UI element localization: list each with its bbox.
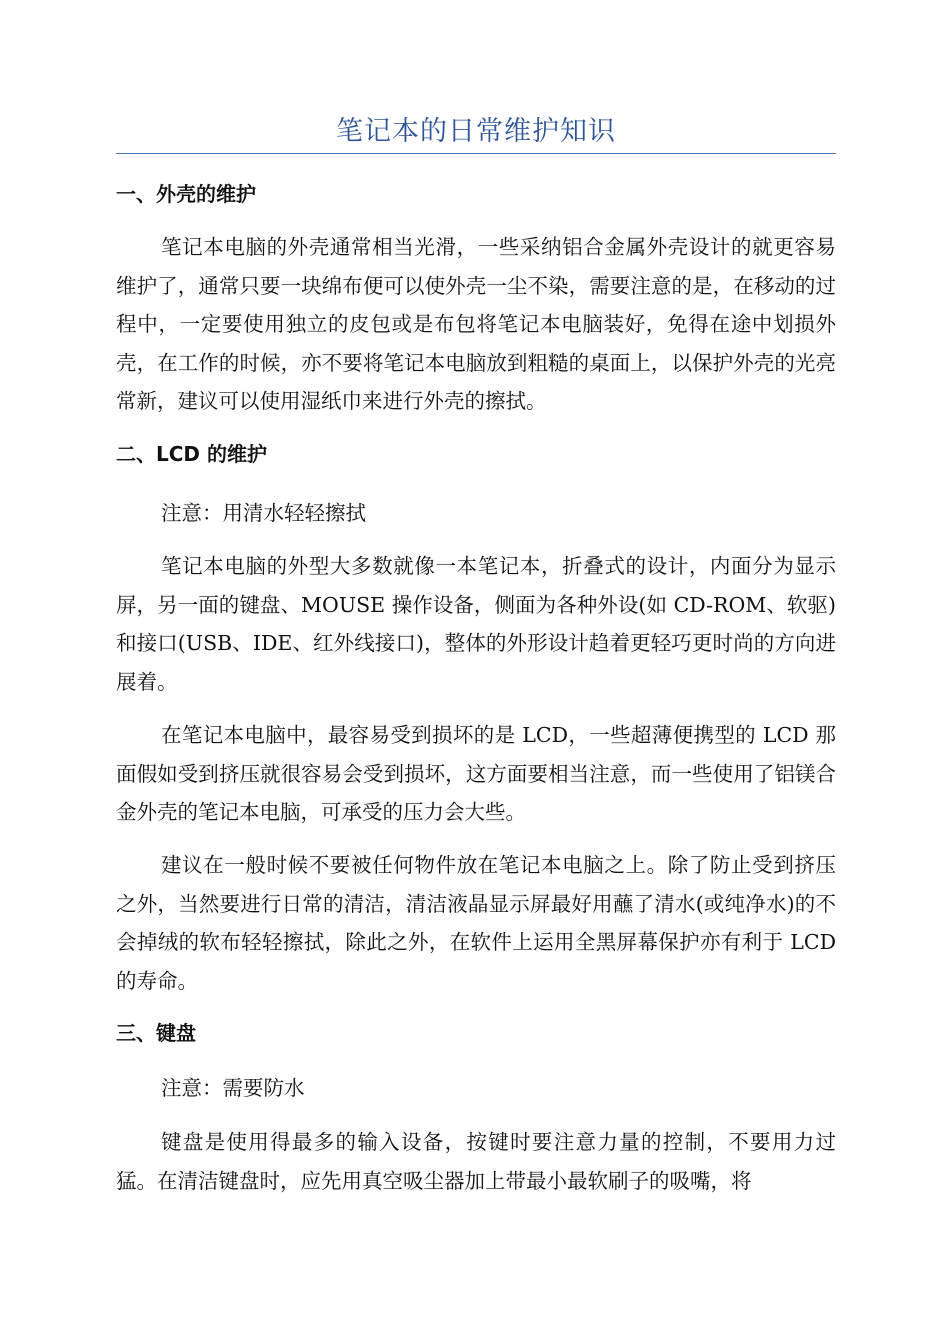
lcd-paragraph-2: 在笔记本电脑中，最容易受到损坏的是 LCD，一些超薄便携型的 LCD 那面假如受到挤压就很容易会受到损坏，这方面要相当注意，而一些使用了铝镁合金外壳的笔记本电脑，可承受的压力会大些。: [116, 723, 836, 825]
title-underline: [116, 153, 836, 154]
section-heading-keyboard: 三、键盘: [116, 1021, 196, 1045]
lcd-paragraph-3: 建议在一般时候不要被任何物件放在笔记本电脑之上。除了防止受到挤压之外，当然要进行日常的清洁，清洁液晶显示屏最好用蘸了清水(或纯净水)的不会掉绒的软布轻轻擦拭，除此之外，在软件上运用全黑屏幕保护亦有利于 LCD 的寿命。: [116, 853, 836, 993]
lcd-note: 注意：用清水轻轻擦拭: [161, 501, 366, 525]
document-title: 笔记本的日常维护知识: [336, 116, 616, 147]
keyboard-note: 注意：需要防水: [161, 1076, 305, 1100]
keyboard-paragraph: 键盘是使用得最多的输入设备，按键时要注意力量的控制，不要用力过猛。在清洁键盘时，应先用真空吸尘器加上带最小最软刷子的吸嘴，将: [116, 1130, 836, 1193]
lcd-paragraph-1: 笔记本电脑的外型大多数就像一本笔记本，折叠式的设计，内面分为显示屏，另一面的键盘、MOUSE 操作设备，侧面为各种外设(如 CD-ROM、软驱)和接口(USB、IDE、红外线接口)，整体的外形设计趋着更轻巧更时尚的方向进展着。: [116, 554, 836, 694]
section-heading-shell: 一、外壳的维护: [116, 182, 256, 206]
shell-paragraph: 笔记本电脑的外壳通常相当光滑，一些采纳铝合金属外壳设计的就更容易维护了，通常只要一块绵布便可以使外壳一尘不染，需要注意的是，在移动的过程中，一定要使用独立的皮包或是布包将笔记本电脑装好，免得在途中划损外壳，在工作的时候，亦不要将笔记本电脑放到粗糙的桌面上，以保护外壳的光亮常新，建议可以使用湿纸巾来进行外壳的擦拭。: [116, 235, 836, 414]
section-heading-lcd: 二、LCD 的维护: [116, 442, 267, 466]
